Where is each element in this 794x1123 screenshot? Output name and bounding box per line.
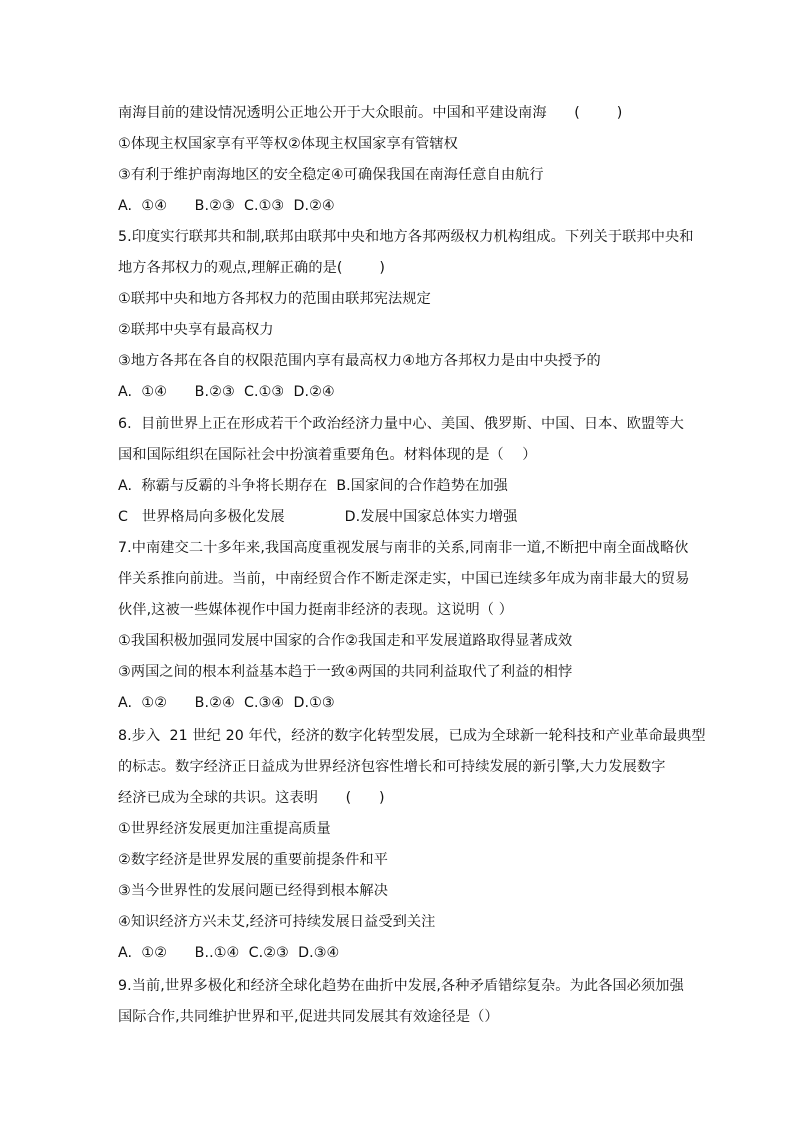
question-4-stem-line: 南海目前的建设情况透明公正地公开于大众眼前。中国和平建设南海 ( ) — [118, 105, 623, 121]
question-5-stem-line: 地方各邦权力的观点,理解正确的是( ) — [118, 260, 386, 276]
question-8-option-line: ②数字经济是世界发展的重要前提条件和平 — [118, 852, 388, 868]
question-9-stem-line: 9.当前,世界多极化和经济全球化趋势在曲折中发展,各种矛盾错综复杂。为此各国必须加强 — [118, 978, 684, 994]
question-8-option-line: ①世界经济发展更加注重提高质量 — [118, 821, 331, 837]
question-8-option-line: ③当今世界性的发展问题已经得到根本解决 — [118, 883, 388, 899]
question-7-answer-choices: A. ①② B.②④ C.③④ D.①③ — [118, 695, 335, 711]
question-8-answer-choices: A. ①② B..①④ C.②③ D.③④ — [118, 945, 340, 961]
question-8-option-line: ④知识经济方兴未艾,经济可持续发展日益受到关注 — [118, 914, 436, 930]
question-7-stem-line: 7.中南建交二十多年来,我国高度重视发展与南非的关系,同南非一道,不断把中南全面战略伙 — [118, 540, 689, 556]
question-9-stem-line: 国际合作,共同维护世界和平,促进共同发展其有效途径是（） — [118, 1009, 499, 1025]
question-6-stem-line: 6. 目前世界上正在形成若干个政治经济力量中心、美国、俄罗斯、中国、日本、欧盟等大 — [118, 416, 684, 432]
question-8-stem-line: 经济已成为全球的共识。这表明 ( ) — [118, 790, 385, 806]
question-7-option-line: ③两国之间的根本利益基本趋于一致④两国的共同利益取代了利益的相悖 — [118, 664, 573, 680]
question-7-stem-line: 伴关系推向前进。当前，中南经贸合作不断走深走实，中国已连续多年成为南非最大的贸易 — [118, 571, 690, 587]
question-8-stem-line: 的标志。数字经济正日益成为世界经济包容性增长和可持续发展的新引擎,大力发展数字 — [118, 759, 666, 775]
question-7-option-line: ①我国积极加强同发展中国家的合作②我国走和平发展道路取得显著成效 — [118, 633, 573, 649]
question-8-stem-line: 8.步入 21 世纪 20 年代，经济的数字化转型发展，已成为全球新一轮科技和产业革命最典型 — [118, 728, 706, 744]
question-6-answer-choices: A. 称霸与反霸的斗争将长期存在 B.国家间的合作趋势在加强 — [118, 478, 508, 494]
question-6-stem-line: 国和国际组织在国际社会中扮演着重要角色。材料体现的是（ ） — [118, 447, 537, 463]
question-4-option-line: ①体现主权国家享有平等权②体现主权国家享有管辖权 — [118, 136, 458, 152]
question-5-option-line: ②联邦中央享有最高权力 — [118, 322, 274, 338]
question-7-stem-line: 伙伴,这被一些媒体视作中国力挺南非经济的表现。这说明（ ） — [118, 602, 513, 618]
question-5-stem-line: 5.印度实行联邦共和制,联邦由联邦中央和地方各邦两级权力机构组成。下列关于联邦中央和 — [118, 229, 694, 245]
question-4-option-line: ③有利于维护南海地区的安全稳定④可确保我国在南海任意自由航行 — [118, 167, 544, 183]
question-5-option-line: ①联邦中央和地方各邦权力的范围由联邦宪法规定 — [118, 291, 431, 307]
question-5-answer-choices: A. ①④ B.②③ C.①③ D.②④ — [118, 384, 335, 400]
question-4-answer-choices: A. ①④ B.②③ C.①③ D.②④ — [118, 198, 335, 214]
question-6-answer-choices: C 世界格局向多极化发展 D.发展中国家总体实力增强 — [118, 509, 518, 525]
question-5-option-line: ③地方各邦在各自的权限范围内享有最高权力④地方各邦权力是由中央授予的 — [118, 353, 601, 369]
